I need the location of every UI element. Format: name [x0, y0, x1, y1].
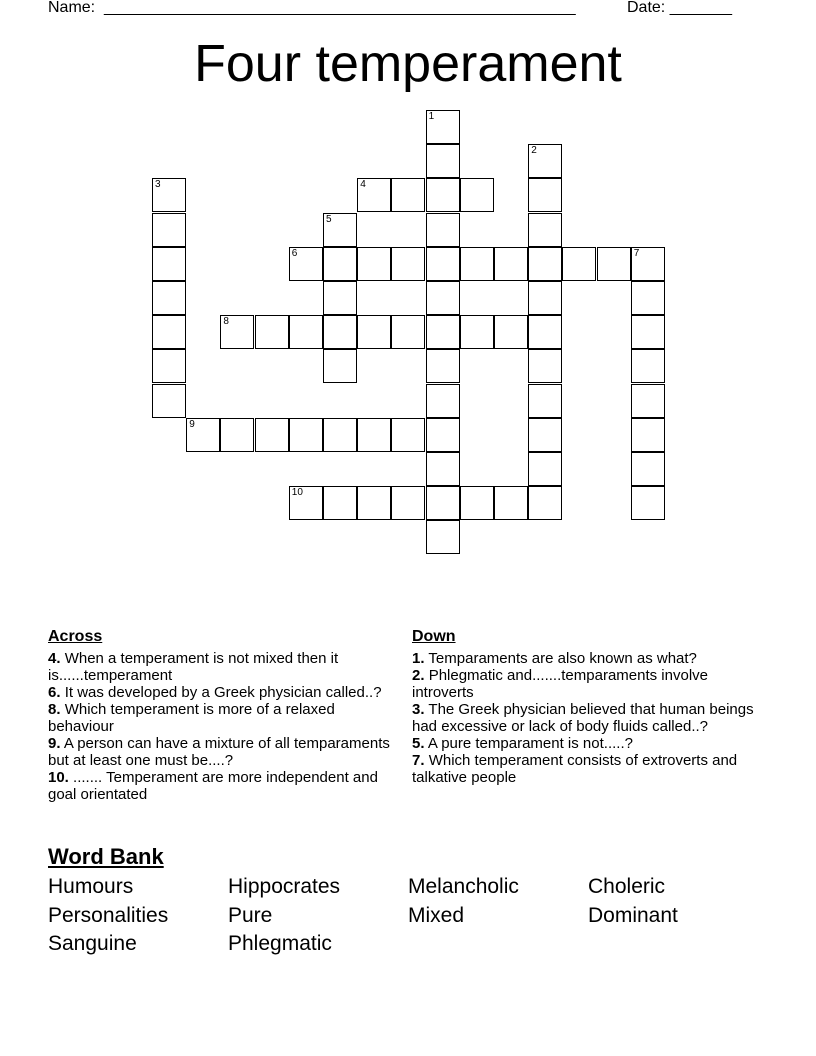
cell-number: 3: [155, 179, 161, 191]
crossword-cell[interactable]: [460, 315, 494, 349]
crossword-cell[interactable]: [220, 315, 254, 349]
crossword-cell[interactable]: [494, 315, 528, 349]
crossword-cell[interactable]: [391, 418, 425, 452]
crossword-cell[interactable]: [289, 315, 323, 349]
crossword-cell[interactable]: [631, 349, 665, 383]
crossword-cell[interactable]: [631, 418, 665, 452]
crossword-cell[interactable]: [391, 178, 425, 212]
crossword-cell[interactable]: [528, 384, 562, 418]
crossword-cell[interactable]: [631, 486, 665, 520]
clue-across-6: 6. It was developed by a Greek physician called..?: [48, 684, 382, 701]
clue-across-9: 9. A person can have a mixture of all temparaments but at least one must be....?: [48, 735, 390, 769]
crossword-cell[interactable]: [426, 418, 460, 452]
crossword-cell[interactable]: [186, 418, 220, 452]
name-line[interactable]: _____________________________________________________: [104, 0, 576, 16]
crossword-cell[interactable]: [528, 247, 562, 281]
clue-down-7: 7. Which temperament consists of extroverts and talkative people: [412, 752, 738, 786]
crossword-cell[interactable]: [426, 520, 460, 554]
crossword-cell[interactable]: [528, 486, 562, 520]
down-clues: [412, 628, 762, 786]
crossword-cell[interactable]: [255, 418, 289, 452]
crossword-cell[interactable]: [426, 247, 460, 281]
across-clues: [48, 628, 398, 803]
crossword-cell[interactable]: [152, 247, 186, 281]
crossword-cell[interactable]: [152, 213, 186, 247]
cell-number: 6: [291, 247, 298, 259]
crossword-cell[interactable]: [426, 110, 460, 144]
clue-down-5: 5. A pure temparament is not.....?: [412, 735, 633, 752]
crossword-cell[interactable]: [631, 247, 665, 281]
crossword-cell[interactable]: [426, 384, 460, 418]
crossword-cell[interactable]: [528, 452, 562, 486]
crossword-cell[interactable]: [357, 486, 391, 520]
clue-down-1: 1. Temparaments are also known as what?: [412, 650, 697, 667]
crossword-cell[interactable]: [323, 418, 357, 452]
crossword-cell[interactable]: [323, 486, 357, 520]
word-bank-item: Dominant: [588, 904, 678, 927]
crossword-cell[interactable]: [426, 213, 460, 247]
crossword-cell[interactable]: [152, 384, 186, 418]
crossword-cell[interactable]: [426, 349, 460, 383]
clue-down-2: 2. Phlegmatic and.......temparaments involve introverts: [412, 667, 708, 701]
crossword-cell[interactable]: [426, 486, 460, 520]
crossword-cell[interactable]: [357, 418, 391, 452]
crossword-cell[interactable]: [426, 452, 460, 486]
crossword-cell[interactable]: [152, 178, 186, 212]
crossword-cell[interactable]: [426, 315, 460, 349]
crossword-cell[interactable]: [528, 144, 562, 178]
crossword-cell[interactable]: [391, 247, 425, 281]
crossword-cell[interactable]: [357, 315, 391, 349]
crossword-cell[interactable]: [631, 384, 665, 418]
crossword-cell[interactable]: [528, 213, 562, 247]
crossword-cell[interactable]: [631, 452, 665, 486]
crossword-cell[interactable]: [528, 281, 562, 315]
date-label[interactable]: Date: _______: [627, 0, 732, 16]
clue-across-8: 8. Which temperament is more of a relaxed behaviour: [48, 701, 335, 735]
crossword-cell[interactable]: [152, 281, 186, 315]
crossword-cell[interactable]: [357, 247, 391, 281]
word-bank-item: Humours: [48, 875, 134, 898]
crossword-cell[interactable]: [528, 315, 562, 349]
crossword-cell[interactable]: [289, 486, 323, 520]
crossword-cell[interactable]: [323, 247, 357, 281]
crossword-cell[interactable]: [528, 349, 562, 383]
cell-number: 9: [189, 418, 195, 430]
word-bank-item: Choleric: [588, 875, 666, 898]
crossword-cell[interactable]: [494, 486, 528, 520]
crossword-cell[interactable]: [323, 315, 357, 349]
crossword-cell[interactable]: [631, 315, 665, 349]
crossword-cell[interactable]: [426, 281, 460, 315]
clue-across-10: 10. ....... Temperament are more independent and goal orientated: [48, 769, 378, 803]
crossword-cell[interactable]: [597, 247, 631, 281]
cell-number: 7: [633, 247, 640, 259]
crossword-cell[interactable]: [528, 178, 562, 212]
word-bank-item: Mixed: [408, 904, 465, 927]
crossword-cell[interactable]: [289, 247, 323, 281]
crossword-cell[interactable]: [391, 486, 425, 520]
cell-number: 2: [531, 145, 537, 157]
crossword-cell[interactable]: [152, 349, 186, 383]
cell-number: 1: [428, 111, 435, 122]
crossword-cell[interactable]: [426, 178, 460, 212]
crossword-cell[interactable]: [323, 281, 357, 315]
cell-number: 8: [223, 316, 229, 328]
word-bank-item: Hippocrates: [228, 875, 341, 898]
name-label: Name:: [48, 0, 96, 16]
word-bank-item: Pure: [228, 904, 273, 927]
crossword-cell[interactable]: [494, 247, 528, 281]
crossword-cell[interactable]: [152, 315, 186, 349]
word-bank-item: Melancholic: [408, 875, 519, 898]
crossword-cell[interactable]: [289, 418, 323, 452]
cell-number: 5: [326, 213, 332, 225]
across-heading: Across: [48, 628, 103, 645]
crossword-cell[interactable]: [460, 486, 494, 520]
word-bank-item: Sanguine: [48, 932, 137, 955]
crossword-cell[interactable]: [323, 213, 357, 247]
word-bank-title: Word Bank: [48, 844, 164, 869]
cell-number: 4: [360, 179, 366, 191]
crossword-cell[interactable]: [528, 418, 562, 452]
crossword-cell[interactable]: [562, 247, 596, 281]
crossword-cell[interactable]: [255, 315, 289, 349]
word-bank-item: Personalities: [48, 904, 169, 927]
crossword-cell[interactable]: [460, 247, 494, 281]
clue-across-4: 4. When a temperament is not mixed then it is......temperament: [48, 650, 339, 684]
word-bank-item: Phlegmatic: [228, 932, 332, 955]
clue-down-3: 3. The Greek physician believed that human beings had excessive or lack of body fluids called..?: [412, 701, 754, 735]
crossword-cell[interactable]: [220, 418, 254, 452]
down-heading: Down: [412, 628, 456, 645]
crossword-cell[interactable]: [460, 178, 494, 212]
crossword-cell[interactable]: [426, 144, 460, 178]
page-title: Four temperament: [194, 35, 622, 93]
crossword-cell[interactable]: [323, 349, 357, 383]
crossword-cell[interactable]: [391, 315, 425, 349]
crossword-cell[interactable]: [631, 281, 665, 315]
crossword-cell[interactable]: [357, 178, 391, 212]
cell-number: 10: [291, 487, 303, 499]
